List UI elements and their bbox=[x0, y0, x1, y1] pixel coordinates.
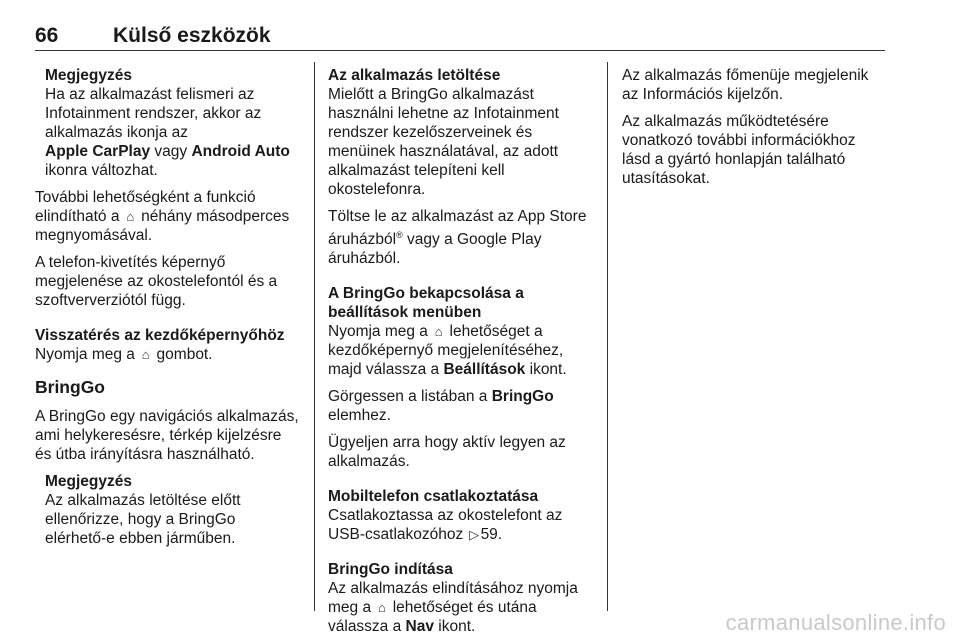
paragraph-text: Nyomja meg a bbox=[35, 346, 140, 363]
page-reference[interactable]: 59 bbox=[480, 526, 498, 544]
settings-label: Beállítások bbox=[443, 361, 526, 379]
paragraph-text: lehetőséget a kezdőképernyő megjelenítéséhez, majd válassza a bbox=[328, 323, 564, 379]
note-text: vagy bbox=[150, 143, 192, 160]
note-line: alkalmazás ikonja az bbox=[45, 124, 189, 141]
column-divider-2 bbox=[607, 62, 608, 611]
section-heading: Mobiltelefon csatlakoztatása bbox=[328, 488, 539, 506]
paragraph-text: Nyomja meg a bbox=[328, 323, 433, 341]
paragraph bbox=[328, 207, 596, 268]
paragraph-text: Az alkalmazás elindításához nyomja meg a bbox=[328, 580, 578, 617]
paragraph bbox=[328, 579, 596, 636]
paragraph-text: Csatlakoztassa az okostelefont az USB-csatlakozóhoz bbox=[328, 507, 563, 544]
page-ref-arrow-icon: ▷ bbox=[469, 527, 480, 543]
watermark: carmanualsonline.info bbox=[725, 610, 946, 635]
bringgo-label: BringGo bbox=[491, 388, 554, 406]
paragraph bbox=[328, 322, 596, 379]
page-title: Külső eszközök bbox=[113, 24, 271, 47]
paragraph: A BringGo egy navigációs alkalmazás, ami helykeresésre, térkép kijelzésre és útba irányításra használható. bbox=[35, 408, 299, 463]
note-box-2 bbox=[45, 472, 300, 548]
header-rule bbox=[35, 50, 885, 51]
paragraph bbox=[328, 506, 596, 544]
paragraph-text: elindítható a bbox=[35, 208, 124, 225]
paragraph-text: Töltse le az alkalmazást az App Store áruházból bbox=[328, 208, 587, 249]
registered-mark: ® bbox=[396, 230, 403, 240]
section-heading: A BringGo bekapcsolása a beállítások menüben bbox=[328, 285, 524, 322]
section-heading: BringGo indítása bbox=[328, 561, 453, 579]
note-line bbox=[45, 142, 300, 161]
nav-label: Nav bbox=[405, 618, 434, 636]
note-line: Ha az alkalmazást felismeri az bbox=[45, 86, 255, 103]
note-line: ikonra változhat. bbox=[45, 162, 158, 179]
paragraph: Az alkalmazás működtetésére vonatkozó további információkhoz lásd a gyártó honlapján található utasításokat. bbox=[622, 113, 856, 187]
paragraph-text: vagy a Google Play áruházból. bbox=[328, 231, 542, 268]
paragraph-text: lehetőséget és utána válassza a bbox=[328, 599, 537, 636]
column-1 bbox=[35, 66, 300, 556]
section-heading: Visszatérés az kezdőképernyőhöz bbox=[35, 327, 285, 344]
paragraph-text: gombot. bbox=[152, 346, 213, 363]
chapter-heading: BringGo bbox=[35, 377, 105, 397]
home-icon: ⌂ bbox=[434, 324, 443, 340]
note-title: Megjegyzés bbox=[45, 67, 133, 84]
paragraph: Az alkalmazás főmenüje megjelenik az Információs kijelzőn. bbox=[622, 67, 869, 103]
home-icon: ⌂ bbox=[377, 600, 386, 616]
paragraph-text: ikont. bbox=[525, 361, 567, 379]
note-box-1 bbox=[45, 66, 300, 180]
android-auto-label: Android Auto bbox=[191, 143, 290, 160]
home-icon: ⌂ bbox=[126, 209, 135, 224]
paragraph-text: . bbox=[497, 526, 503, 544]
page-number: 66 bbox=[35, 24, 59, 47]
paragraph bbox=[35, 188, 300, 245]
column-2 bbox=[328, 66, 596, 644]
paragraph-text: Görgessen a listában a bbox=[328, 388, 492, 406]
paragraph-text: ikont. bbox=[433, 618, 476, 636]
section-heading: Az alkalmazás letöltése bbox=[328, 67, 501, 84]
paragraph: A telefon-kivetítés képernyő megjelenése az okostelefontól és a szoftververziótól függ. bbox=[35, 254, 278, 309]
home-icon: ⌂ bbox=[141, 347, 150, 362]
paragraph bbox=[328, 387, 596, 425]
note-title: Megjegyzés bbox=[45, 473, 133, 490]
note-line: Infotainment rendszer, akkor az bbox=[45, 105, 262, 122]
paragraph-text: További lehetőségként a funkció bbox=[35, 189, 256, 206]
column-3 bbox=[622, 66, 887, 196]
note-text: Az alkalmazás letöltése előtt ellenőrizze, hogy a BringGo elérhető-e ebben járműben. bbox=[45, 492, 241, 547]
paragraph-text: megnyomásával. bbox=[35, 227, 153, 244]
paragraph-text: elemhez. bbox=[328, 407, 391, 425]
paragraph bbox=[35, 345, 300, 364]
apple-carplay-label: Apple CarPlay bbox=[45, 143, 151, 160]
paragraph: Mielőtt a BringGo alkalmazást használni lehetne az Infotainment rendszer kezelőszerveinek és menüinek használatával, az adott alkalmazást telepíteni kell okostelefonra. bbox=[328, 86, 559, 198]
paragraph: Ügyeljen arra hogy aktív legyen az alkalmazás. bbox=[328, 434, 566, 471]
column-divider-1 bbox=[314, 62, 315, 611]
paragraph-text: néhány másodperces bbox=[136, 208, 290, 225]
